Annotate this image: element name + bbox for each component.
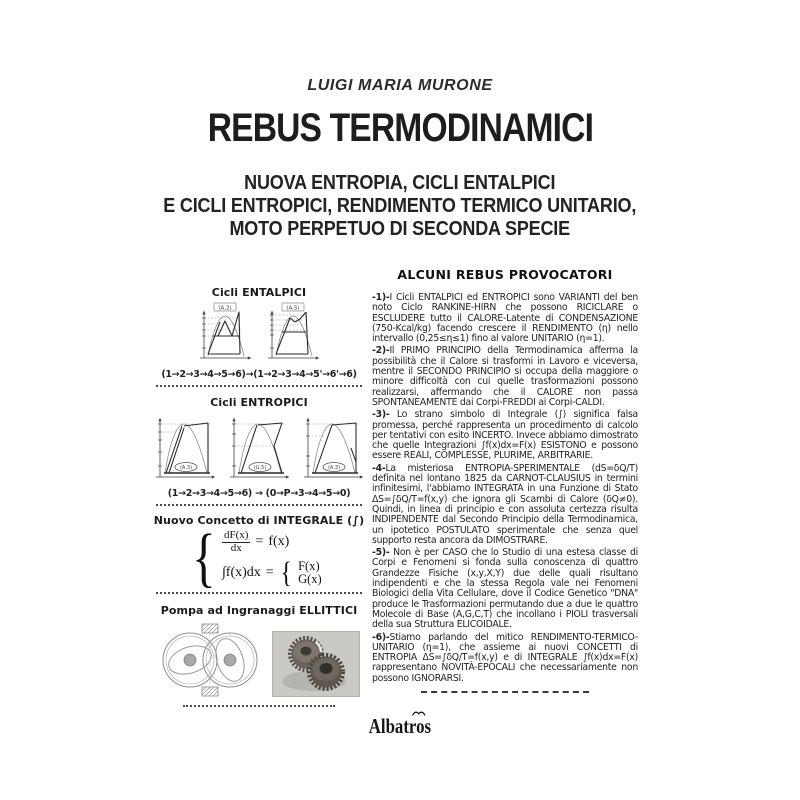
book-title bbox=[0, 106, 800, 151]
x-axis-arrow bbox=[286, 475, 289, 478]
formula-brace: { bbox=[192, 521, 217, 594]
entropici-heading: Cicli ENTROPICI bbox=[210, 396, 308, 409]
derivative-row bbox=[222, 530, 322, 554]
paragraph-number: -1)- bbox=[372, 292, 390, 303]
diagram-label: (A,3) bbox=[179, 465, 193, 471]
entalpici-sequence: (1→2→3→4→5→6)→(1→2→3→4→5'→6'→6) bbox=[161, 369, 357, 380]
book-title-text: REBUS TERMODINAMICI bbox=[207, 106, 593, 150]
elliptical-gear-pump-drawing bbox=[158, 623, 262, 697]
entalpici-heading: Cicli ENTALPICI bbox=[211, 286, 307, 299]
entalpici-cycle-diagram-2 bbox=[262, 302, 324, 364]
subtitle-line-3: MOTO PERPETUO DI SECONDA SPECIE bbox=[229, 218, 571, 240]
derivative-numerator: dF(x) bbox=[223, 529, 249, 541]
integral-formula bbox=[188, 521, 322, 594]
entropici-sequence: (1→2→3→4→5→6) → (0→P→3→4→5→0) bbox=[167, 488, 351, 499]
paragraph-text: Il PRIMO PRINCIPIO della Termodinamica afferma la possibilità che il Calore si trasformi in Lavoro e viceversa, mentre il SECONDO PRINCIPIO si occupa della maggiore o minore difficoltà con cui quelle trasformazioni possono realizzarsi, affermando che il CALORE non passa SPONTANEAMENTE dai Corpi-FREDDI ai Corpi-CALDI. bbox=[372, 345, 638, 408]
publisher-block bbox=[0, 714, 800, 739]
y-axis-arrow bbox=[158, 418, 161, 421]
paragraph-text: Lo strano simbolo di Integrale (∫) significa falsa promessa, perché rappresenta un procedimento di calcolo per tentativi con esito INCERTO. Invece abbiamo dimostrato che quelle Integrazioni ∫f(x)dx=F(x) ESISTONO e possono essere REALI, COMPLESSE, PLURIME, ARBITRARIE. bbox=[372, 409, 638, 462]
y-axis-arrow bbox=[232, 418, 235, 421]
rebus-paragraph-5 bbox=[372, 548, 638, 630]
diagram-label: (G,5) bbox=[253, 465, 267, 471]
paragraph-number: -6)- bbox=[372, 631, 390, 643]
rebus-paragraph-4 bbox=[372, 464, 638, 546]
book-subtitle bbox=[0, 172, 800, 241]
x-axis-arrow bbox=[212, 475, 215, 478]
x-axis-arrow bbox=[360, 475, 363, 478]
dotted-separator-4 bbox=[183, 705, 335, 707]
paragraph-text: Non è per CASO che lo Studio di una estesa classe di Corpi e Fenomeni si fonda sulla conoscenza di quattro Grandezze Fisiche (x,y,X,Y) due delle quali risultano indipendenti e che la stessa Regola vale nei Fenomeni Biologici della Vita Cellulare, dove il Codice Genetico "DNA" produce le Trasformazioni permutando due a due le quattro Molecole di Base (A,G,C,T) che incollano i PIOLI trasversali della sua Struttura ELICOIDALE. bbox=[372, 547, 638, 631]
x-axis-arrow bbox=[248, 356, 251, 359]
pompa-images bbox=[158, 623, 360, 697]
paragraph-text: I Cicli ENTALPICI ed ENTROPICI sono VARIANTI del ben noto Ciclo RANKINE-HIRN che possono RICICLARE o ESCLUDERE tutto il CALORE-Latente di CONDENSAZIONE (750-Kcal/kg) facendo crescere il RENDIMENTO (η) nello intervallo (0,25≤η≤1) fino al valore UNITARIO (η=1). bbox=[372, 292, 638, 345]
rebus-paragraph-2 bbox=[372, 346, 638, 408]
entropici-diagrams bbox=[151, 412, 367, 484]
integral-case-2: G(x) bbox=[298, 572, 322, 586]
publisher-logo bbox=[369, 714, 431, 739]
subtitle-line-2: E CICLI ENTROPICI, RENDIMENTO TERMICO UNITARIO, bbox=[163, 195, 637, 217]
integral-lhs: ∫f(x)dx bbox=[221, 565, 261, 580]
publisher-name: Albatros bbox=[368, 714, 432, 738]
subtitle-line-1: NUOVA ENTROPIA, CICLI ENTALPICI bbox=[244, 172, 556, 194]
paragraph-number: -4- bbox=[372, 462, 386, 474]
entalpici-cycle-diagram-1 bbox=[194, 302, 256, 364]
entalpici-diagrams bbox=[194, 302, 324, 364]
paragraph-number: -2)- bbox=[372, 345, 390, 357]
equals-sign: = bbox=[255, 534, 264, 549]
diagram-label: (A,2) bbox=[218, 305, 232, 312]
paragraph-text: Stiamo parlando del mitico RENDIMENTO-TERMICO-UNITARIO (η=1), che assieme ai nuovi CONCETTI di ENTROPIA ΔS=∫δQ/T=f(x,y) e di INTEGRALE ∫f(x)dx=F(x) rappresentano NOVITÀ-EPOCALI che necessariamente non possono IGNORARSI. bbox=[372, 631, 638, 684]
derivative-denominator: dx bbox=[230, 542, 242, 554]
paragraph-text: La misteriosa ENTROPIA-SPERIMENTALE (dS=δQ/T) definita nel lontano 1825 da CARNOT-CLAUSIUS in termini infinitesimi, l'abbiamo INTEGRATA in una Funzione di Stato ΔS=∫δQ/T=f(x,y) che ignora gli Scambi di Calore (δQ≠0). Quindi, in linea di principio e con assoluta certezza risulta INDIPENDENTE dal Secondo Principio della Termodinamica, un ipotetico POSTULATO sperimentale che senza quel supporto resta ancora da DIMOSTRARE. bbox=[372, 462, 638, 546]
entropici-cycle-diagram-3 bbox=[299, 412, 367, 484]
rebus-paragraph-3 bbox=[372, 410, 638, 461]
pompa-heading: Pompa ad Ingranaggi ELLITTICI bbox=[160, 604, 358, 617]
integral-row bbox=[221, 556, 322, 589]
dotted-separator-1 bbox=[156, 385, 362, 387]
rebus-paragraph-6 bbox=[372, 633, 638, 684]
axes bbox=[268, 311, 319, 358]
bird-icon bbox=[412, 709, 426, 717]
left-column bbox=[152, 286, 366, 707]
elliptical-gears-photo bbox=[272, 631, 360, 697]
dotted-separator-3 bbox=[156, 592, 362, 594]
entropici-cycle-diagram-1 bbox=[151, 412, 219, 484]
pump-shaft-right bbox=[224, 654, 236, 666]
y-axis-arrow bbox=[306, 418, 309, 421]
derivative-rhs: f(x) bbox=[268, 534, 290, 549]
pump-shaft-left bbox=[184, 654, 196, 666]
integral-case-1: F(x) bbox=[298, 559, 320, 573]
y-axis-arrow bbox=[270, 311, 273, 314]
gridlines bbox=[160, 424, 211, 432]
diagram-label: (A,3) bbox=[327, 465, 341, 471]
author-name: LUIGI MARIA MURONE bbox=[307, 77, 493, 94]
paragraph-number: -3)- bbox=[372, 409, 390, 421]
dashed-separator bbox=[421, 691, 589, 693]
integrale-heading: Nuovo Concetto di INTEGRALE (∫) bbox=[153, 514, 365, 527]
y-axis-arrow bbox=[202, 311, 205, 314]
diagram-label: (A,5) bbox=[286, 305, 300, 312]
right-column-heading: ALCUNI REBUS PROVOCATORI bbox=[397, 267, 613, 282]
gridlines bbox=[308, 424, 359, 436]
right-column bbox=[372, 267, 638, 693]
cycle-path bbox=[276, 312, 308, 354]
dotted-separator-2 bbox=[156, 504, 362, 506]
equals-sign: = bbox=[265, 565, 274, 580]
x-axis-arrow bbox=[316, 356, 319, 359]
rebus-paragraph-1 bbox=[372, 293, 638, 344]
entropici-cycle-diagram-2 bbox=[225, 412, 293, 484]
paragraph-number: -5)- bbox=[372, 547, 390, 559]
cases-brace: { bbox=[280, 556, 292, 589]
